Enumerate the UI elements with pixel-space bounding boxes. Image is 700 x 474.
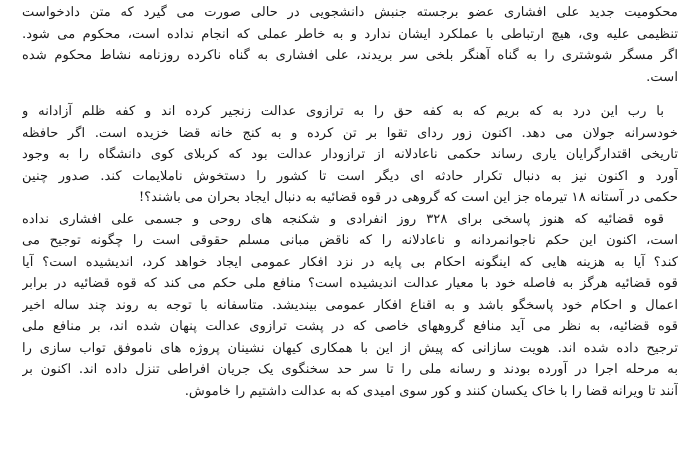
text-line: تنظیمی علیه وی، هیچ ارتباطی با عملکرد ایشان ندارد و به خاطر عملی که انجام نداده است، محکوم می شود. <box>22 26 678 42</box>
text-line: قوه قضائیه، به نظر می آید منافع گروههای خاصی که در پشت ترازوی عدالت پنهان شده اند، بر منافع ملی <box>22 319 678 334</box>
text-line: ترجیح داده شده اند. هویت سازانی که پیش از این با همکاری کیهان نشینان پروژه های ناموفق تواب سازی را <box>22 340 678 356</box>
text-line: آنند تا ویرانه قضا را با خاک یکسان کنند و کور سوی امیدی که به عدالت داشتیم را خاموش. <box>184 383 678 399</box>
text-line: با رب این درد به که بریم که به کفه حق را به ترازوی عدالت زنجیر کرده اند و کفه ظلم آزادانه و <box>22 104 664 119</box>
paragraph-2 <box>22 101 678 209</box>
paragraph-gap <box>22 88 678 101</box>
text-line: اعمال و احکام خود پاسخگو باشد و به اقناع افکار عمومی بیندیشد. متاسفانه با توجه به روند چند ساله اخیر <box>22 297 678 313</box>
text-line: اگر مسگر شوشتری را به گناه آهنگر بلخی سر بریدند، علی افشاری به گناه ناکرده روزنامه نشاط محکوم شده <box>22 48 678 63</box>
text-line: حکمی در آستانه ۱۸ تیرماه جز این است که گروهی در قوه قضائیه به دنبال ایجاد بحران می باشند؟! <box>138 190 678 205</box>
paragraph-3 <box>22 209 678 403</box>
text-line: قوه قضائیه هرگز به فاصله خود با معیار عدالت اندیشیده است؟ منافع ملی حکم می کند که قوه قضائیه در برابر <box>22 276 678 291</box>
text-line: خودسرانه جولان می دهد. اکنون زور ردای تقوا بر تن کرده و به کنج خانه قضا خزیده است. اگر حافظه <box>22 125 678 141</box>
text-line: تاریخی اقتدارگرایان یاری رساند حکمی ناعادلانه از ترازودار عدالت بود که کربلای کوی دانشگاه را به وجود <box>22 147 678 162</box>
text-line: به مرحله اجرا در آورده بودند و رسانه ملی را تا سر حد سخنگوی یک جریان افراطی تنزل داده اند. اکنون بر <box>22 362 678 377</box>
paragraph-1 <box>22 2 678 88</box>
text-line: است، اکنون این حکم ناجوانمردانه و ناعادلانه را که ناقض مبانی مسلم حقوقی است را چگونه توجیح می <box>22 233 678 248</box>
text-line: محکومیت جدید علی افشاری عضو برجسته جنبش دانشجویی در حالی صورت می گیرد که متن دادخواست <box>22 5 678 20</box>
text-line: است. <box>646 69 678 85</box>
text-line: آورد و اکنون نیز به دنبال تکرار حادثه ای دیگر است تا کشور را دستخوش ناملایمات کند. صدور چنین <box>22 168 678 184</box>
text-line: قوه قضائیه که هنوز پاسخی برای ۳۲۸ روز انفرادی و شکنجه های روحی و جسمی علی افشاری نداده <box>22 211 664 227</box>
text-line: کند؟ آیا به هزینه هایی که اینگونه احکام بی پایه در نزد افکار عمومی ایجاد خواهد کرد، اندیشیده است؟ آیا <box>22 254 678 270</box>
